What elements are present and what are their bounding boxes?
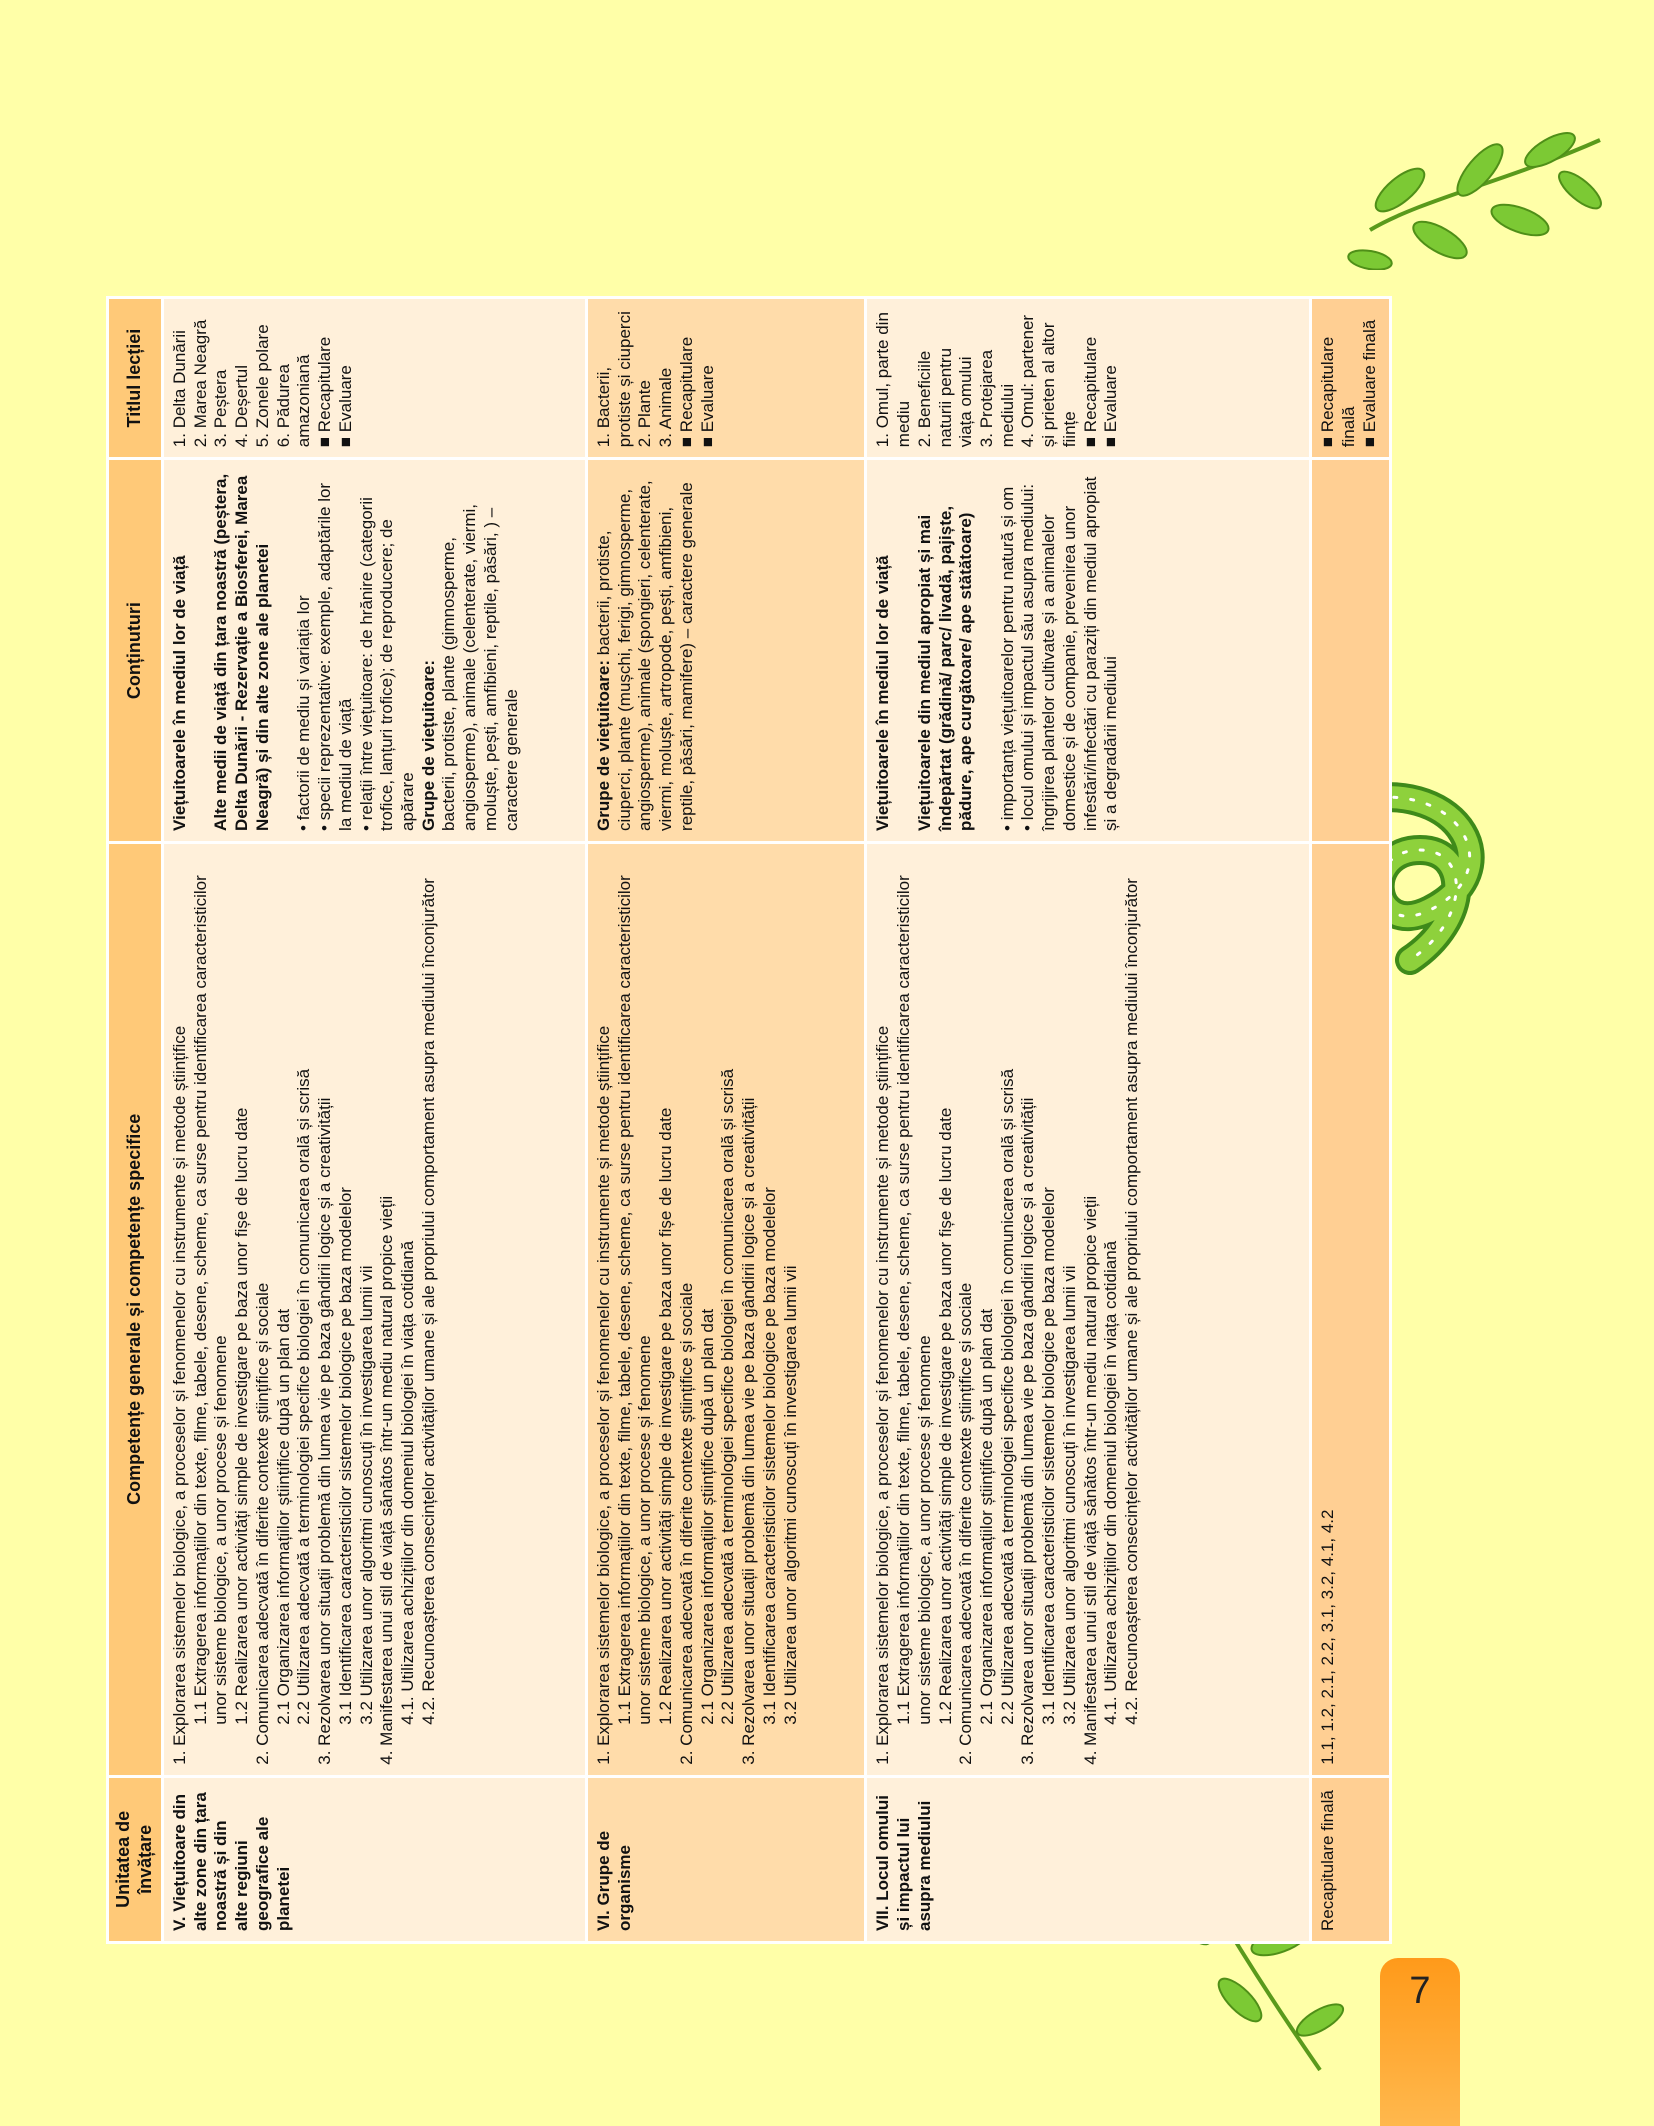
competence-item: 2.2 Utilizarea adecvată a terminologiei specifice biologiei în comunicarea orală și scrisă — [718, 1068, 738, 1725]
cell-lessons — [162, 298, 586, 459]
curriculum-table — [106, 296, 1392, 1944]
content-item — [315, 470, 356, 831]
competence-item: 3.2 Utilizarea unor algoritmi cunoscuți în investigarea lumii vii — [780, 1265, 800, 1725]
content-text: • relații între viețuitoare: de hrănire (categorii trofice, lanțuri trofice); de reproducere; de apărare — [356, 497, 417, 831]
content-bold: Viețuitoarele în mediul lor de viață — [169, 555, 189, 831]
cell-contents — [587, 459, 866, 843]
competence-item: 3. Rezolvarea unor situații problemă din lumea vie pe baza gândirii logice și a creativității — [739, 1097, 759, 1765]
competence-item: 2. Comunicarea adecvată în diferite contexte științifice și sociale — [252, 1282, 272, 1765]
unit-title: VII. Locul omului și impactul lui asupra mediului — [873, 1795, 934, 1931]
lesson-item: 2. Plante — [635, 380, 655, 448]
table-row — [587, 298, 866, 1943]
curriculum-table-wrapper — [106, 296, 1392, 1944]
content-text: • factorii de mediu și variația lor — [294, 595, 314, 831]
competence-item: 2.1 Organizarea informațiilor științifice după un plan dat — [976, 1308, 996, 1725]
content-text: • locul omului și impactul său asupra mediului: îngrijirea plantelor cultivate și a animalelor domestice și de companie, prevenirea unor infestări/infectări cu paraziți din mediul apropiat și a degradării mediului — [1018, 476, 1121, 831]
lesson-item: 2. Beneficiile naturii pentru viața omului — [914, 347, 976, 448]
lesson-item: 2. Marea Neagră — [190, 319, 210, 448]
header-contents: Conținuturi — [108, 459, 163, 843]
unit-title: VI. Grupe de organisme — [594, 1830, 634, 1931]
content-item — [594, 470, 698, 831]
content-bold: Grupe de viețuitoare: — [418, 659, 438, 831]
competence-item: 1.2 Realizarea unor activități simple de investigare pe baza unor fișe de lucru date — [232, 1107, 252, 1725]
competence-item: 2.1 Organizarea informațiilor științifice după un plan dat — [273, 1308, 293, 1725]
lesson-item: ■ Evaluare — [335, 365, 355, 448]
competence-item: 1.1, 1.2, 2.1, 2.2, 3.1, 3.2, 4.1, 4.2 — [1318, 1509, 1338, 1765]
competence-item: 3.1 Identificarea caracteristicilor sistemelor biologice pe baza modelelor — [335, 1187, 355, 1725]
content-item — [998, 470, 1019, 831]
competence-item: 1.2 Realizarea unor activități simple de investigare pe baza unor fișe de lucru date — [656, 1107, 676, 1725]
content-item — [211, 470, 273, 831]
unit-title: Recapitulare finală — [1318, 1790, 1338, 1931]
content-text: • specii reprezentative: exemple, adaptările lor la mediul de viață — [315, 482, 355, 831]
content-text: bacterii, protiste, plante (gimnosperme, angiosperme), animale (celenterate, viermi, moluște, pești, amfibieni, reptile, păsări, ) – caractere generale — [439, 504, 521, 831]
lesson-item: ■ Recapitulare finală — [1318, 336, 1358, 448]
leaves-decoration-top — [1330, 110, 1630, 270]
content-bold: Grupe de viețuitoare: — [594, 659, 614, 831]
lesson-item: ■ Recapitulare — [1080, 336, 1100, 448]
content-item — [294, 470, 315, 831]
lesson-item: 5. Zonele polare — [252, 324, 272, 448]
lesson-item: ■ Evaluare — [1101, 365, 1121, 448]
lesson-item: ■ Recapitulare — [315, 336, 335, 448]
content-bold: Viețuitoarele în mediul lor de viață — [873, 555, 893, 831]
cell-lessons — [866, 298, 1311, 459]
lesson-item: 3. Peștera — [211, 369, 231, 448]
competence-item: 4. Manifestarea unui stil de viață sănătos într-un mediu natural propice vieții — [377, 1195, 397, 1765]
competence-item: 3.1 Identificarea caracteristicilor sistemelor biologice pe baza modelelor — [759, 1187, 779, 1725]
content-item — [1018, 470, 1122, 831]
competence-item: 2. Comunicarea adecvată în diferite contexte științifice și sociale — [956, 1282, 976, 1765]
lesson-item: ■ Evaluare finală — [1359, 319, 1379, 448]
cell-unit — [587, 1776, 866, 1942]
header-unit: Unitatea de învățare — [108, 1776, 163, 1942]
content-item — [977, 470, 998, 831]
page-number: 7 — [1409, 1970, 1431, 2012]
competence-item: 1. Explorarea sistemelor biologice, a proceselor și fenomenelor cu instrumente și metode științifice — [873, 1025, 893, 1765]
content-item — [170, 470, 191, 831]
table-header-row — [108, 298, 163, 1943]
competence-item: 3. Rezolvarea unor situații problemă din lumea vie pe baza gândirii logice și a creativității — [315, 1097, 335, 1765]
content-text: • importanța viețuitoarelor pentru natură și om — [997, 486, 1017, 831]
competence-item: 2.2 Utilizarea adecvată a terminologiei specifice biologiei în comunicarea orală și scrisă — [997, 1068, 1017, 1725]
content-item — [419, 470, 440, 831]
table-row — [162, 298, 586, 1943]
content-item — [357, 470, 419, 831]
content-item — [274, 470, 295, 831]
cell-lessons — [587, 298, 866, 459]
competence-item: 2.2 Utilizarea adecvată a terminologiei specifice biologiei în comunicarea orală și scrisă — [294, 1068, 314, 1725]
lesson-item: 1. Omul, parte din mediu — [873, 312, 914, 448]
competence-item: 3.2 Utilizarea unor algoritmi cunoscuți în investigarea lumii vii — [356, 1265, 376, 1725]
competence-item: 4. Manifestarea unui stil de viață sănătos într-un mediu natural propice vieții — [1080, 1195, 1100, 1765]
cell-contents — [162, 459, 586, 843]
content-item — [894, 470, 915, 831]
unit-title: V. Viețuitoare din alte zone din țara noastră și din alte regiuni geografice ale planetei — [169, 1792, 293, 1931]
content-bold: Alte medii de viață din țara noastră (peștera, Delta Dunării - Rezervație a Biosferei, Marea Neagră) și din alte zone ale planetei — [211, 473, 272, 831]
competence-item: 1.1 Extragerea informațiilor din texte, filme, tabele, desene, scheme, ca surse pentru identificarea caracteristicilor unor sisteme biologice, a unor procese și fenomene — [614, 875, 655, 1725]
competence-item: 1. Explorarea sistemelor biologice, a proceselor și fenomenelor cu instrumente și metode științifice — [169, 1025, 189, 1765]
competence-item: 4.1. Utilizarea achizițiilor din domeniul biologiei în viața cotidiană — [397, 1240, 417, 1725]
header-lessons: Titlul lecției — [108, 298, 163, 459]
competence-item: 1.1 Extragerea informațiilor din texte, filme, tabele, desene, scheme, ca surse pentru identificarea caracteristicilor unor sisteme biologice, a unor procese și fenomene — [190, 875, 231, 1725]
content-text: bacterii, protiste, ciuperci, plante (mușchi, ferigi, gimnosperme, angiosperme), animale (spongieri, celenterate, viermi, moluște, artropode, pești, amfibieni, reptile, păsări, mamifere) – caractere generale — [594, 480, 696, 831]
competence-item: 1.2 Realizarea unor activități simple de investigare pe baza unor fișe de lucru date — [935, 1107, 955, 1725]
competence-item: 3.1 Identificarea caracteristicilor sistemelor biologice pe baza modelelor — [1039, 1187, 1059, 1725]
content-bold: Viețuitoarele din mediul apropiat și mai îndepărtat (grădină/ parc/ livadă, pajiște, pădure, ape curgătoare/ ape stătătoare) — [914, 505, 976, 831]
lesson-item: 3. Animale — [656, 367, 676, 448]
cell-competences — [587, 842, 866, 1776]
lesson-item: 3. Protejarea mediului — [976, 349, 1017, 448]
cell-contents — [866, 459, 1311, 843]
competence-item: 4.2. Recunoașterea consecințelor activităților umane și ale propriului comportament asupra mediului înconjurător — [418, 878, 438, 1725]
cell-unit — [1311, 1776, 1391, 1942]
content-item — [439, 470, 522, 831]
competence-item: 2. Comunicarea adecvată în diferite contexte științifice și sociale — [676, 1282, 696, 1765]
competence-item: 2.1 Organizarea informațiilor științifice după un plan dat — [697, 1308, 717, 1725]
lesson-item: 1. Delta Dunării — [169, 330, 189, 448]
competence-item: 3.2 Utilizarea unor algoritmi cunoscuți în investigarea lumii vii — [1059, 1265, 1079, 1725]
lesson-item: ■ Evaluare — [697, 365, 717, 448]
competence-item: 4.1. Utilizarea achizițiilor din domeniul biologiei în viața cotidiană — [1101, 1240, 1121, 1725]
cell-lessons — [1311, 298, 1391, 459]
cell-unit — [866, 1776, 1311, 1942]
competence-item: 3. Rezolvarea unor situații problemă din lumea vie pe baza gândirii logice și a creativității — [1018, 1097, 1038, 1765]
lesson-item: ■ Recapitulare — [676, 336, 696, 448]
competence-item: 1. Explorarea sistemelor biologice, a proceselor și fenomenelor cu instrumente și metode științifice — [594, 1025, 614, 1765]
competence-item: 1.1 Extragerea informațiilor din texte, filme, tabele, desene, scheme, ca surse pentru identificarea caracteristicilor unor sisteme biologice, a unor procese și fenomene — [894, 875, 934, 1725]
lesson-item: 1. Bacterii, protiste și ciuperci — [594, 311, 634, 448]
table-row — [1311, 298, 1391, 1943]
table-row — [866, 298, 1311, 1943]
header-competences: Competențe generale și competențe specifice — [108, 842, 163, 1776]
cell-unit — [162, 1776, 586, 1942]
cell-competences — [162, 842, 586, 1776]
content-item — [915, 470, 977, 831]
cell-competences — [1311, 842, 1391, 1776]
lesson-item: 4. Omul: partener și prieten al altor ființe — [1018, 314, 1079, 448]
cell-competences — [866, 842, 1311, 1776]
lesson-item: 4. Deșertul — [232, 365, 252, 448]
cell-contents — [1311, 459, 1391, 843]
competence-item: 4.2. Recunoașterea consecințelor activităților umane și ale propriului comportament asupra mediului înconjurător — [1122, 878, 1142, 1725]
content-item — [873, 470, 894, 831]
content-item — [191, 470, 212, 831]
lesson-item: 6. Pădurea amazoniană — [273, 354, 314, 448]
